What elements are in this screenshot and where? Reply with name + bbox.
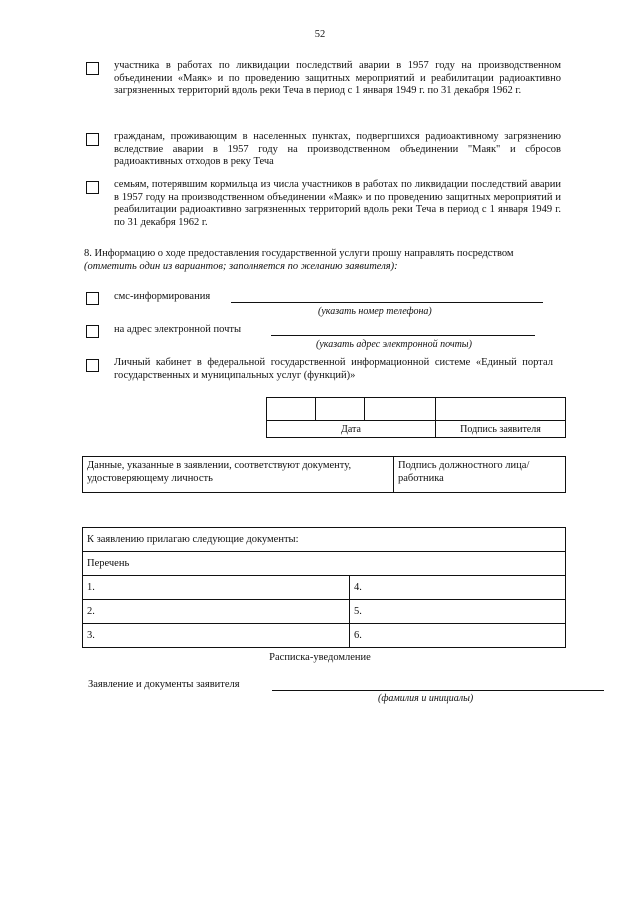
checkbox[interactable] [86,62,99,75]
page-number: 52 [314,29,326,40]
checkbox[interactable] [86,181,99,194]
document-item-2[interactable]: 2. [83,600,350,624]
signature-label: Подпись заявителя [436,421,566,438]
identity-verification-table [82,456,566,493]
checkbox-item-text: гражданам, проживающим в населенных пунктах, подвергшихся радиоактивному загрязнению вследствие аварии в 1957 году на производственном объединении "Маяк" и сбросов радиоактивных отходов в реку Теча [114,131,561,168]
checkbox-item-text: семьям, потерявшим кормильца из числа участников в работах по ликвидации последствий аварии в 1957 году на производственном объединении «Маяк» и по проведению защитных мероприятий и реабилитации радиоактивно загрязненных территорий вдоль реки Теча в период с 1 января 1949 г. по 31 декабря 1962 г. [114,179,561,228]
document-item-4[interactable]: 4. [350,576,566,600]
date-signature-table [266,397,566,438]
checkbox-item-text: участника в работах по ликвидации последствий аварии в 1957 году на производственном объединении «Маяк» и по проведению защитных мероприятий и реабилитации радиоактивно загрязненных территорий вдоль реки Теча в период с 1 января 1949 г. по 31 декабря 1962 г. [114,60,561,97]
portal-option[interactable] [83,357,553,382]
date-year-cell[interactable] [365,398,436,421]
checkbox-item-families[interactable] [83,179,561,229]
document-item-1[interactable]: 1. [83,576,350,600]
sms-option[interactable] [83,290,553,320]
document-item-6[interactable]: 6. [350,624,566,648]
document-item-5[interactable]: 5. [350,600,566,624]
email-hint: (указать адрес электронной почты) [316,339,472,350]
checkbox[interactable] [86,133,99,146]
sms-checkbox[interactable] [86,292,99,305]
email-address-field[interactable] [271,335,535,336]
date-month-cell[interactable] [316,398,365,421]
section-8-title: 8. Информацию о ходе предоставления государственной услуги прошу направлять посредством [84,248,514,259]
email-option[interactable] [83,323,553,353]
checkbox-item-residents[interactable] [83,131,561,169]
portal-text: Личный кабинет в федеральной государственной информационной системе «Единый портал государственных и муниципальных услуг (функций)» [114,357,553,381]
signature-cell[interactable] [436,398,566,421]
checkbox-item-mayak-participant[interactable] [83,60,561,98]
applicant-label: Заявление и документы заявителя [88,679,240,690]
sms-phone-field[interactable] [231,302,543,303]
attached-documents-header: К заявлению прилагаю следующие документы: [83,528,566,552]
applicant-hint: (фамилия и инициалы) [378,693,474,704]
applicant-name-field[interactable] [272,690,604,691]
sms-label: смс-информирования [114,291,211,302]
portal-checkbox[interactable] [86,359,99,372]
identity-statement: Данные, указанные в заявлении, соответствуют документу, удостоверяющему личность [83,457,394,493]
documents-list-label: Перечень [83,552,566,576]
receipt-title: Расписка-уведомление [269,652,371,663]
date-day-cell[interactable] [267,398,316,421]
date-label: Дата [267,421,436,438]
section-8-note: (отметить один из вариантов; заполняется по желанию заявителя): [84,260,398,272]
email-checkbox[interactable] [86,325,99,338]
document-item-3[interactable]: 3. [83,624,350,648]
sms-hint: (указать номер телефона) [318,306,432,317]
section-8-heading [84,248,614,273]
email-label: на адрес электронной почты [114,324,242,335]
official-signature-label: Подпись должностного лица/работника [394,457,566,493]
attached-documents-table [82,527,566,648]
